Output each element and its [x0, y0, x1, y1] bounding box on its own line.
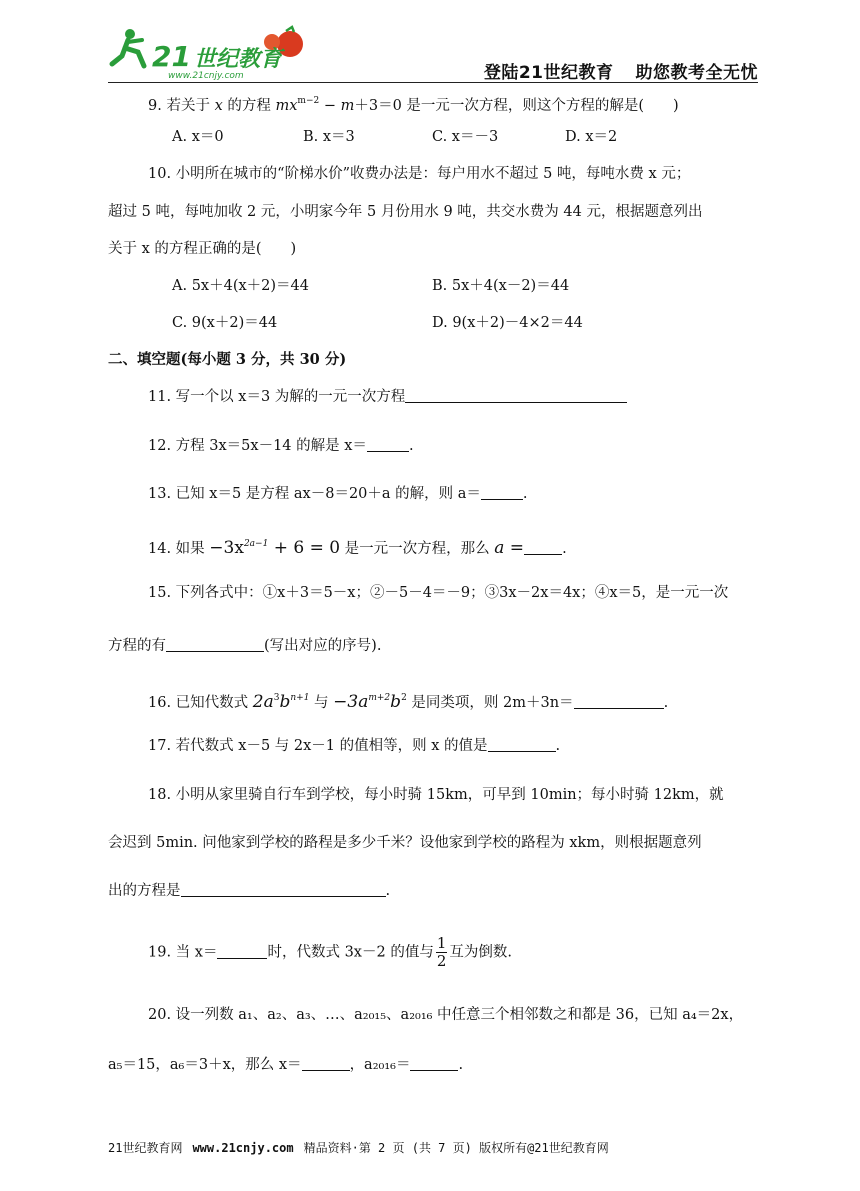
- q14-expr-rest: + 6 = 0: [268, 538, 341, 558]
- section-heading: 二、填空题(每小题 3 分，共 30 分): [108, 351, 347, 368]
- q20-answer-blank-x: [302, 1056, 350, 1071]
- footer-url[interactable]: www.21cnjy.com: [192, 1141, 294, 1155]
- q9-option-b: B. x＝3: [303, 129, 355, 145]
- header-slogan: [484, 58, 758, 83]
- question-18-line2: 会迟到 5min. 问他家到学校的路程是多少千米？设他家到学校的路程为 xkm，则根据题意列: [108, 835, 702, 851]
- q10-option-a: A. 5x＋4(x＋2)＝44: [172, 278, 309, 294]
- q16-term1-b: b: [279, 692, 291, 712]
- q9-exponent: m−2: [297, 96, 320, 106]
- q17-answer-blank: [488, 737, 556, 752]
- q10-option-d: D. 9(x＋2)－4×2＝44: [432, 315, 583, 331]
- q16-term1: 2a: [252, 692, 274, 712]
- q16-rest: 是同类项，则 2m＋3n＝: [406, 695, 574, 711]
- q13-answer-blank: [481, 485, 523, 500]
- q14-expr: −3x: [209, 538, 244, 558]
- q18-text: 出的方程是: [108, 883, 181, 899]
- q14-answer-blank: [524, 540, 562, 555]
- q9-option-a: A. x＝0: [172, 129, 224, 145]
- question-20-line1: 20. 设一列数 a₁、a₂、a₃、…、a₂₀₁₅、a₂₀₁₆ 中任意三个相邻数之和都是 36，已知 a₄＝2x，: [148, 1007, 744, 1023]
- q19-fraction: [436, 935, 448, 970]
- question-19: [148, 935, 512, 970]
- q16-term1-b-exp: n+1: [290, 693, 310, 703]
- question-10-line2: 超过 5 吨，每吨加收 2 元，小明家今年 5 月份用水 9 吨，共交水费为 44 元，根据题意列出: [108, 204, 703, 220]
- q15-text: 方程的有: [108, 638, 166, 654]
- question-9: [148, 91, 679, 116]
- q11-answer-blank: [405, 388, 627, 403]
- question-13: [148, 484, 528, 504]
- q9-rest: ＋3＝0 是一元一次方程，则这个方程的解是( ): [354, 98, 679, 114]
- q9-var: x: [214, 98, 223, 114]
- question-16: [148, 688, 668, 713]
- question-20-line2: [108, 1055, 463, 1075]
- q16-term2: −3a: [333, 692, 369, 712]
- question-12: [148, 436, 414, 456]
- q14-text: 14. 如果: [148, 541, 210, 557]
- q17-end: .: [555, 738, 561, 754]
- q16-end: .: [663, 695, 669, 711]
- question-15-line2: [108, 636, 381, 656]
- q15-answer-blank: [166, 637, 264, 652]
- q20-text2: ，a₂₀₁₆＝: [349, 1057, 411, 1073]
- q19-text: 19. 当 x＝: [148, 944, 218, 961]
- q16-term2-b: b: [390, 692, 402, 712]
- site-logo: [108, 22, 308, 82]
- question-18-line1: 18. 小明从家里骑自行车到学校，每小时骑 15km，可早到 10min；每小时骑 12km，就: [148, 787, 724, 803]
- q16-term2-b-exp: 2: [401, 693, 407, 703]
- q20-end: .: [458, 1057, 464, 1073]
- q20-text: a₅＝15，a₆＝3＋x，那么 x＝: [108, 1057, 302, 1073]
- q17-text: 17. 若代数式 x－5 与 2x－1 的值相等，则 x 的值是: [148, 738, 488, 754]
- q20-answer-blank-a2016: [410, 1056, 458, 1071]
- q18-end: .: [385, 883, 391, 899]
- svg-text:www.21cnjy.com: www.21cnjy.com: [168, 71, 244, 81]
- header-rule: [108, 82, 758, 83]
- question-14: [148, 534, 567, 559]
- q16-answer-blank: [574, 694, 664, 709]
- q19-text3: 互为倒数.: [449, 944, 512, 961]
- q16-text: 16. 已知代数式: [148, 695, 253, 711]
- q10-option-c: C. 9(x＋2)＝44: [172, 315, 278, 331]
- page-header: [108, 22, 758, 82]
- footer-site-name: 21世纪教育网: [108, 1141, 183, 1155]
- q9-mx: mx: [275, 98, 298, 114]
- q16-term2-exp: m+2: [368, 693, 391, 703]
- slogan-left: 登陆21世纪教育: [483, 63, 614, 83]
- q9-text: 9. 若关于: [148, 98, 215, 114]
- q10-option-b: B. 5x＋4(x－2)＝44: [432, 278, 570, 294]
- slogan-right: 助您教考全无忧: [635, 63, 758, 83]
- question-18-line3: [108, 881, 390, 901]
- q14-end: .: [562, 541, 567, 557]
- question-10-line3: 关于 x 的方程正确的是( ): [108, 241, 297, 257]
- q12-answer-blank: [367, 437, 409, 452]
- q11-text: 11. 写一个以 x＝3 为解的一元一次方程: [148, 389, 406, 405]
- q14-text2: 是一元一次方程，那么: [340, 541, 495, 557]
- footer-page-info: 精品资料·第 2 页 (共 7 页) 版权所有@21世纪教育网: [303, 1141, 609, 1155]
- q14-exponent: 2a−1: [243, 539, 269, 549]
- q14-var: a =: [494, 538, 525, 558]
- q9-option-c: C. x＝－3: [432, 129, 499, 145]
- question-10-line1: 10. 小明所在城市的“阶梯水价”收费办法是：每户用水不超过 5 吨，每吨水费 x 元；: [148, 166, 691, 182]
- q13-text: 13. 已知 x＝5 是方程 ax－8＝20＋a 的解，则 a＝: [148, 486, 481, 502]
- question-15-line1: 15. 下列各式中：①x＋3＝5－x；②－5－4＝－9；③3x－2x＝4x；④x＝5，是一元一次: [148, 585, 729, 601]
- question-11: [148, 387, 627, 407]
- q19-text2: 时，代数式 3x－2 的值与: [267, 944, 434, 961]
- fraction-denominator: 2: [436, 952, 447, 970]
- q9-m: m: [340, 98, 355, 114]
- q12-end: .: [408, 438, 414, 454]
- page-footer: [108, 1139, 609, 1156]
- q13-end: .: [522, 486, 528, 502]
- svg-text:世纪教育: 世纪教育: [194, 47, 283, 72]
- q9-option-d: D. x＝2: [565, 129, 618, 145]
- q16-term1-exp: 3: [273, 693, 280, 703]
- q19-answer-blank: [217, 944, 267, 959]
- q15-hint: (写出对应的序号).: [264, 638, 382, 654]
- question-17: [148, 736, 560, 756]
- fraction-numerator: 1: [436, 934, 447, 952]
- q18-answer-blank: [181, 882, 386, 897]
- q9-minus: −: [319, 98, 341, 114]
- svg-text:21: 21: [152, 40, 191, 73]
- q9-text2: 的方程: [222, 98, 276, 114]
- q12-text: 12. 方程 3x＝5x－14 的解是 x＝: [148, 438, 367, 454]
- q16-and: 与: [309, 695, 334, 711]
